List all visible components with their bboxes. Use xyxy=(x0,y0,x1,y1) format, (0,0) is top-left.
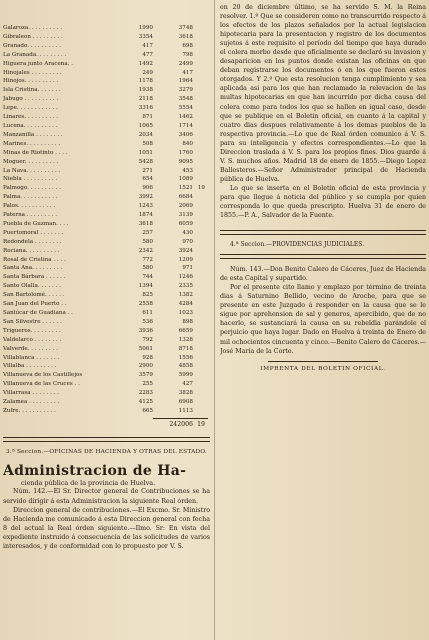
value-2: 1462 xyxy=(178,114,193,121)
table-row xyxy=(3,33,210,42)
printer-imprint: IMPRENTA DEL BOLETIN OFICIAL. xyxy=(260,365,386,372)
municipality-name: San Silvestre . . . . . . xyxy=(3,318,62,325)
table-row xyxy=(3,149,210,158)
table-row xyxy=(3,158,210,167)
value-2: 417 xyxy=(182,69,193,76)
table-row xyxy=(3,300,210,309)
table-row xyxy=(3,167,210,176)
value-cents xyxy=(193,149,205,158)
table-row xyxy=(3,247,210,256)
value-cents xyxy=(193,122,205,131)
table-row xyxy=(3,282,210,291)
municipality-name: Gibraleon . . . . . . . . . xyxy=(3,33,63,40)
value-cents xyxy=(193,211,205,220)
table-row xyxy=(3,362,210,371)
table-row xyxy=(3,86,210,95)
royal-order-text: en 20 de diciembre último, se ha servido S. M. la Reina resolver. 1.º Que se consideren como no transcurrido respecto á los efectos de los plazos señalados por la actual legislacion hipotecaria para la presentacion y registro de los documentos sujetos á este requisito el período del tiempo que haya durado el colera morbo desde que oficialmente se declaró su invasion y desaparicion en los puntos donde existan las oficinas en que deban registrarse los documentos ó en los que fueron estos otorgados. Y 2.º Que esta resolucion tenga cumplimiento y sea aplicada asi para los que han reclamado la relevacion de las multas hipotecarias en que han incurrido por dicha causa del colera como para todos los que se hallen en igual caso, desde que se publique en el Boletin oficial, en cuanto á la capital y cuatro dias despues relativamente á los demas pueblos de la respectiva provincia.—Lo que de Real órden comunico á V. S. para su inteligencia y efectos correspondientes.—Lo que la Direccion traslada á V. S. para los propios fines. Dios guarde á V. S. muchos años. Madrid 18 de enero de 1855.—Diego Lopez Ballesteros.—Señor Administrador principal de Hacienda pública de Huelva. xyxy=(220,4,426,183)
administration-title: Administracion de Ha- xyxy=(3,462,187,479)
value-2: 5999 xyxy=(178,372,193,379)
municipality-name: Rociana. . . . . . . . . . xyxy=(3,247,60,254)
municipality-name: Puertomoral . . . . . . . xyxy=(3,229,64,236)
value-1: 665 xyxy=(142,407,153,414)
table-total xyxy=(3,420,210,429)
value-1: 1394 xyxy=(138,283,153,290)
municipality-name: La Nava. . . . . . . . . . xyxy=(3,167,61,174)
table-row xyxy=(3,131,210,140)
value-2: 4284 xyxy=(178,301,193,308)
value-cents xyxy=(193,389,205,398)
value-2: 6908 xyxy=(178,399,193,406)
municipality-name: Palmogo. . . . . . . . . . xyxy=(3,185,61,192)
value-1: 2034 xyxy=(138,131,153,138)
value-2: 898 xyxy=(182,318,193,325)
value-1: 772 xyxy=(142,256,153,263)
value-1: 744 xyxy=(142,274,153,281)
value-cents xyxy=(193,95,205,104)
value-cents xyxy=(193,77,205,86)
table-row xyxy=(3,220,210,229)
table-row xyxy=(3,371,210,380)
municipality-name: Palma. . . . . . . . . . . xyxy=(3,194,58,201)
value-2: 3139 xyxy=(178,212,193,219)
table-row xyxy=(3,345,210,354)
municipality-name: Villablanca . . . . . . . xyxy=(3,354,60,361)
value-1: 3316 xyxy=(138,105,153,112)
table-row xyxy=(3,380,210,389)
table-row xyxy=(3,389,210,398)
municipality-name: Manzanilla . . . . . . . . xyxy=(3,131,63,138)
value-cents xyxy=(193,273,205,282)
value-1: 3618 xyxy=(138,220,153,227)
municipality-name: Linares. . . . . . . . . . xyxy=(3,114,59,121)
value-2: 2335 xyxy=(178,283,193,290)
municipality-name: Higuera junto Aracena. . xyxy=(3,60,74,67)
value-cents xyxy=(193,398,205,407)
value-1: 2900 xyxy=(138,363,153,370)
table-row xyxy=(3,398,210,407)
notice-143-body: Por el presente cito llamo y emplazo por término de treinta dias á Saturnino Bellido, vecino de Aroche, para que se presente en este Juzgado á responder en la causa que se le sigue por aprehension de sal y generos, apercibido, que de no hacerlo, se sustanciará la causa en su rebeldia parándole el perjuicio que haya lugar. Dado en Huelva á treinta de Enero de mil ochocientos cincuenta y cinco.—Benito Calero de Cáceres.—José María de la Corte. xyxy=(220,284,426,355)
right-column xyxy=(220,3,426,637)
value-2: 971 xyxy=(182,265,193,272)
value-2: 6059 xyxy=(178,220,193,227)
value-1: 1938 xyxy=(138,87,153,94)
value-2: 1089 xyxy=(178,176,193,183)
value-2: 3828 xyxy=(178,390,193,397)
municipality-name: Hinojos. . . . . . . . . . xyxy=(3,78,59,85)
value-1: 255 xyxy=(142,381,153,388)
table-row xyxy=(3,273,210,282)
value-1: 611 xyxy=(142,310,153,316)
notice-143-intro: Núm. 143.—Don Benito Calero de Cáceres, Juez de Hacienda de esta Capital y supartido. xyxy=(220,266,426,283)
value-cents xyxy=(193,336,205,345)
section-3-heading: 3.ª Seccion.—OFICINAS DE HACIENDA Y OTRAS DEL ESTADO. xyxy=(6,448,207,455)
value-2: 3406 xyxy=(178,131,193,138)
table-row xyxy=(3,69,210,78)
value-1: 3579 xyxy=(138,372,153,379)
municipality-name: Lepe. . . . . . . . . . . . xyxy=(3,105,58,112)
value-cents xyxy=(193,24,205,33)
value-1: 928 xyxy=(142,354,153,361)
table-row xyxy=(3,354,210,363)
section-4-heading: 4.ª Seccion.—PROVIDENCIAS JUDICIALES. xyxy=(230,241,365,249)
table-row xyxy=(3,140,210,149)
table-row xyxy=(3,291,210,300)
municipality-name: Villanueva de las Cruces . . xyxy=(3,381,80,388)
value-cents xyxy=(193,345,205,354)
value-1: 1874 xyxy=(138,212,153,219)
value-cents xyxy=(193,104,205,113)
municipality-name: Galaroza. . . . . . . . . . xyxy=(3,25,63,31)
value-2: 453 xyxy=(182,167,193,174)
value-1: 536 xyxy=(142,318,153,325)
value-1: 477 xyxy=(142,51,153,58)
left-column xyxy=(3,24,210,636)
value-cents xyxy=(193,60,205,69)
value-cents xyxy=(193,291,205,300)
value-2: 3924 xyxy=(178,247,193,254)
notice-142-intro: Núm. 142.—El Sr. Director general de Contribuciones se ha servido dirigir á esta Administracion la siguiente Real órden. xyxy=(3,488,210,505)
municipality-name: Granado. . . . . . . . . . xyxy=(3,42,62,49)
value-1: 1065 xyxy=(138,122,153,129)
table-row xyxy=(3,229,210,238)
table-row xyxy=(3,336,210,345)
value-cents xyxy=(193,167,205,176)
table-row xyxy=(3,77,210,86)
table-row xyxy=(3,42,210,51)
value-2: 1382 xyxy=(178,292,193,299)
value-2: 430 xyxy=(182,229,193,236)
value-1: 2342 xyxy=(138,247,153,254)
municipality-name: Jabugo . . . . . . . . . . xyxy=(3,96,59,103)
value-1: 1178 xyxy=(138,78,153,85)
municipality-name: La Granada. . . . . . . . . xyxy=(3,51,67,58)
municipality-name: Santa Bárbara . . . . . . xyxy=(3,274,66,281)
value-cents xyxy=(193,282,205,291)
value-cents xyxy=(193,380,205,389)
value-2: 970 xyxy=(182,238,193,245)
municipality-name: San Juan del Puerto . . xyxy=(3,301,67,308)
value-1: 3992 xyxy=(138,194,153,201)
value-2: 2499 xyxy=(178,60,193,67)
column-divider xyxy=(214,0,215,640)
value-cents xyxy=(193,362,205,371)
value-cents xyxy=(193,175,205,184)
value-2: 1209 xyxy=(178,256,193,263)
value-cents xyxy=(193,300,205,309)
table-row xyxy=(3,318,210,327)
value-1: 5061 xyxy=(138,345,153,352)
value-2: 798 xyxy=(182,51,193,58)
value-1: 1051 xyxy=(138,149,153,156)
municipality-name: Villarrasa . . . . . . . . xyxy=(3,390,59,397)
table-row xyxy=(3,238,210,247)
value-cents xyxy=(193,33,205,42)
municipality-name: Isla Cristina. . . . . . . xyxy=(3,87,61,94)
value-1: 2118 xyxy=(138,96,153,103)
value-2: 1521 xyxy=(178,185,193,192)
value-1: 1243 xyxy=(138,203,153,210)
notice-142-body: Direccion general de contribuciones.—El Excmo. Sr. Ministro de Hacienda me comunicado á esta Direccion general con fecha 8 del actual la Real órden siguiente.—Ilmo. Sr: En vista del expediente instruido á consecuencia de las solicitudes de varios interesados, y de conformidad con lo propuesto por V. S. xyxy=(3,506,210,551)
value-cents: 19 xyxy=(197,185,205,192)
closing-rule xyxy=(268,361,378,362)
table-row xyxy=(3,184,210,193)
value-2: 8718 xyxy=(178,345,193,352)
value-2: 3279 xyxy=(178,87,193,94)
table-row xyxy=(3,24,210,33)
value-2: 427 xyxy=(182,381,193,388)
municipality-name: Valdelarco . . . . . . . . xyxy=(3,336,62,343)
municipality-name: Villanueva de los Castillejos xyxy=(3,372,83,379)
value-cents xyxy=(193,264,205,273)
value-1: 580 xyxy=(142,238,153,245)
value-cents xyxy=(193,309,205,318)
value-cents xyxy=(193,256,205,265)
value-cents xyxy=(193,193,205,202)
municipality-name: Marines. . . . . . . . . . xyxy=(3,140,61,147)
value-2: 1760 xyxy=(178,149,193,156)
municipality-name: Santo Olalla. . . . . . . xyxy=(3,283,61,290)
value-2: 1023 xyxy=(178,310,193,316)
municipality-name: Hinojales . . . . . . . . . xyxy=(3,69,62,76)
municipality-table xyxy=(3,24,210,416)
table-row xyxy=(3,60,210,69)
value-1: 1492 xyxy=(138,60,153,67)
value-2: 1113 xyxy=(178,407,193,414)
municipality-name: Redondela . . . . . . . . xyxy=(3,238,62,245)
value-1: 417 xyxy=(142,42,153,49)
table-row xyxy=(3,122,210,131)
value-1: 3354 xyxy=(138,33,153,40)
value-cents xyxy=(193,113,205,122)
value-1: 825 xyxy=(142,292,153,299)
value-cents xyxy=(193,238,205,247)
municipality-name: Paterna . . . . . . . . . xyxy=(3,212,58,219)
table-row xyxy=(3,113,210,122)
value-2: 6659 xyxy=(178,327,193,334)
total-value: 242006 xyxy=(169,420,193,428)
table-row xyxy=(3,309,210,318)
value-2: 1714 xyxy=(178,122,193,129)
value-cents xyxy=(193,131,205,140)
value-cents xyxy=(193,229,205,238)
value-1: 3936 xyxy=(138,327,153,334)
municipality-name: Puebla de Guzman. . . . xyxy=(3,220,69,227)
value-2: 1964 xyxy=(178,78,193,85)
value-cents xyxy=(193,371,205,380)
value-2: 6684 xyxy=(178,194,193,201)
value-cents xyxy=(193,158,205,167)
value-2: 3618 xyxy=(178,33,193,40)
value-cents xyxy=(193,318,205,327)
table-row xyxy=(3,175,210,184)
municipality-name: Rosal de Cristina . . . . xyxy=(3,256,66,263)
value-cents xyxy=(193,42,205,51)
administration-subtitle: cienda pública de la provincia de Huelva. xyxy=(21,478,156,487)
value-2: 2069 xyxy=(178,203,193,210)
table-row xyxy=(3,104,210,113)
table-row xyxy=(3,95,210,104)
total-cents: 19 xyxy=(197,420,205,428)
municipality-name: Moguer. . . . . . . . . . xyxy=(3,158,59,165)
table-row xyxy=(3,211,210,220)
municipality-name: Santa Ana. . . . . . . . . xyxy=(3,265,63,272)
municipality-name: San Bartolomé. . . . . . xyxy=(3,292,65,299)
value-cents xyxy=(193,140,205,149)
section-divider-right-2 xyxy=(220,254,426,259)
municipality-name: Zufre. . . . . . . . . . . xyxy=(3,407,56,414)
value-1: 654 xyxy=(142,176,153,183)
value-cents xyxy=(193,202,205,211)
municipality-name: Sanlúcar de Guadiana . . xyxy=(3,310,73,316)
municipality-name: Palos. . . . . . . . . . . xyxy=(3,203,56,210)
value-2: 4858 xyxy=(178,363,193,370)
value-1: 580 xyxy=(142,265,153,272)
value-2: 1328 xyxy=(178,336,193,343)
value-cents xyxy=(193,354,205,363)
value-1: 257 xyxy=(142,229,153,236)
value-cents xyxy=(193,51,205,60)
table-row xyxy=(3,202,210,211)
publication-notice: Lo que se inserta en el Boletin oficial de esta provincia y para que llegue á noticia del público y se cumpla por quien corresponda lo que queda prescripto. Huelva 31 de enero de 1855.—P. A., Salvador de la Fuente. xyxy=(220,184,426,220)
municipality-name: Villalba . . . . . . . . . xyxy=(3,363,57,370)
municipality-name: Zalamea . . . . . . . . . xyxy=(3,399,60,406)
value-1: 4125 xyxy=(138,399,153,406)
table-row xyxy=(3,51,210,60)
value-2: 698 xyxy=(182,42,193,49)
table-row xyxy=(3,407,210,416)
value-2: 3748 xyxy=(178,25,193,31)
value-2: 5554 xyxy=(178,105,193,112)
table-row xyxy=(3,264,210,273)
table-row xyxy=(3,256,210,265)
value-1: 508 xyxy=(142,140,153,147)
value-1: 5428 xyxy=(138,158,153,165)
value-1: 271 xyxy=(142,167,153,174)
municipality-name: Niebla . . . . . . . . . . xyxy=(3,176,58,183)
value-1: 2283 xyxy=(138,390,153,397)
municipality-name: Valverde. . . . . . . . . xyxy=(3,345,58,352)
value-2: 1246 xyxy=(178,274,193,281)
value-1: 906 xyxy=(142,185,153,192)
value-1: 871 xyxy=(142,114,153,121)
value-cents xyxy=(193,86,205,95)
value-2: 9095 xyxy=(178,158,193,165)
value-1: 2558 xyxy=(138,301,153,308)
value-cents xyxy=(193,220,205,229)
value-cents xyxy=(193,247,205,256)
value-1: 792 xyxy=(142,336,153,343)
value-1: 1990 xyxy=(138,25,153,31)
value-cents xyxy=(193,407,205,416)
value-2: 3548 xyxy=(178,96,193,103)
total-rule xyxy=(153,418,208,419)
municipality-name: Trigueros. . . . . . . . . xyxy=(3,327,61,334)
value-1: 249 xyxy=(142,69,153,76)
value-cents xyxy=(193,69,205,78)
section-divider-right xyxy=(220,230,426,235)
table-row xyxy=(3,327,210,336)
value-cents xyxy=(193,327,205,336)
municipality-name: Lucena. . . . . . . . . . xyxy=(3,122,58,129)
value-2: 840 xyxy=(182,140,193,147)
table-row xyxy=(3,193,210,202)
municipality-name: Minas de Riotinto . . . . xyxy=(3,149,68,156)
section-divider xyxy=(3,437,210,442)
value-2: 1556 xyxy=(178,354,193,361)
